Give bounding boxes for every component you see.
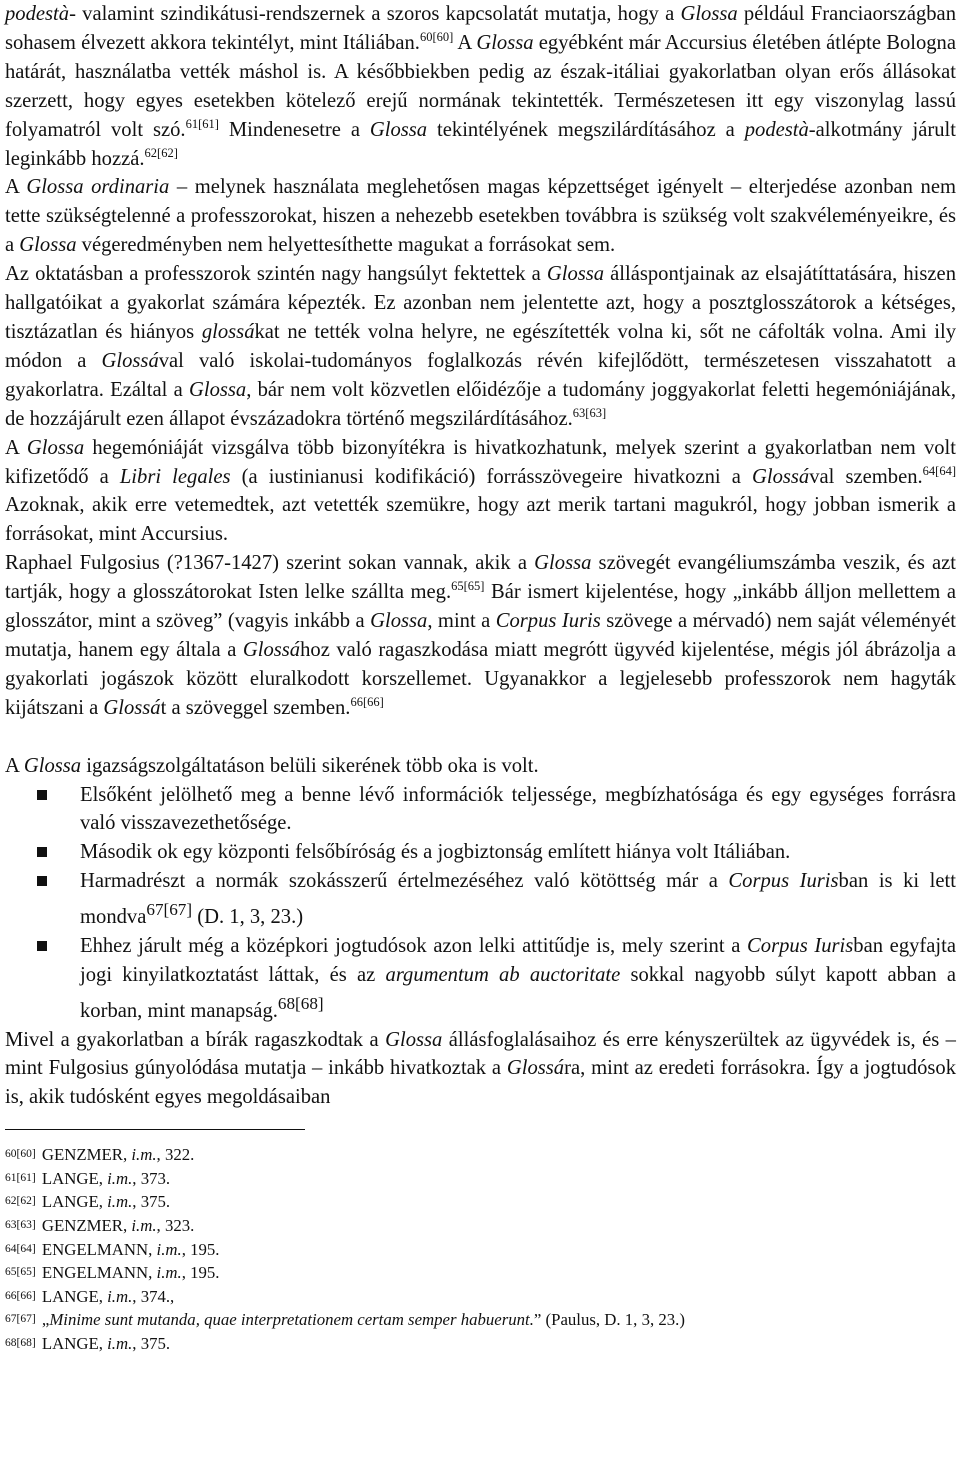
italic-run: i.m.	[131, 1145, 157, 1165]
text-run: , 375.	[132, 1334, 171, 1353]
text-run: A	[453, 31, 477, 54]
text-run: Bár ismert kijelentése, hogy „inkább álljon mellettem a glosszátor, mint a szöveg” (vagyis inkább a	[5, 581, 956, 633]
text-run: , 374.,	[132, 1286, 175, 1306]
text-run: például Franciaországban sohasem élvezett akkora tekintélyt, mint Itáliában.	[5, 3, 956, 54]
text-run: (D. 1, 3, 23.)	[192, 906, 304, 929]
paragraph-1	[5, 0, 956, 173]
text-run: , 323.	[156, 1216, 195, 1236]
footnote-67	[5, 1308, 956, 1332]
paragraph-2	[5, 173, 956, 260]
text-run: sokkal nagyobb súlyt kapott abban a korban, mint manapság.	[80, 963, 956, 1022]
text-run: val szemben.	[809, 465, 923, 488]
footnote-marker: 61[61]	[5, 1171, 36, 1184]
closing-paragraph	[5, 1026, 956, 1113]
italic-run: Glossa	[369, 118, 428, 141]
text-run: LANGE,	[37, 1334, 108, 1353]
text-run: , 373.	[132, 1168, 171, 1188]
text-run: hegemóniáját vizsgálva több bizonyítékra is hivatkozhatunk, melyek szerint a gyakorlatban nem volt kifizetődő a	[5, 436, 957, 488]
list-item-text	[80, 784, 956, 835]
text-run: LANGE,	[37, 1168, 108, 1188]
text-run: -alkotmány járult leginkább hozzá.	[5, 118, 956, 170]
text-run: GENZMER,	[37, 1216, 132, 1236]
footnote-65	[5, 1261, 956, 1285]
italic-run: i.m.	[156, 1263, 182, 1283]
text-run: „	[37, 1310, 50, 1330]
footnote-ref: 68[68]	[277, 993, 324, 1013]
footnote-marker: 60[60]	[5, 1148, 36, 1161]
list-intro	[5, 752, 956, 781]
italic-run: Glossa	[546, 263, 605, 286]
text-run: – melynek használata meglehetősen magas képzettséget igényelt – elterjedése azonban nem tette szükségtelenné a professzorokat, hiszen a nehezebb esetekben továbbra is szükség volt szakvéleményeikre, és a	[5, 176, 957, 257]
italic-run: Glossá	[751, 465, 810, 488]
text-run: , 375.	[132, 1192, 171, 1212]
list-item	[5, 932, 956, 1026]
footnote-ref: 60[60]	[419, 29, 454, 44]
list-item	[5, 838, 956, 867]
text-run: Mivel a gyakorlatban a bírák ragaszkodtak a	[5, 1028, 386, 1051]
text-run: Azoknak, akik erre vetemedtek, azt vetették szemükre, hogy azt merik tartani magukról, hogy jobban ismerik a forrásokat, mint Accursius.	[5, 494, 956, 546]
paragraph-3	[5, 260, 956, 433]
footnote-marker: 66[66]	[5, 1289, 36, 1302]
text-run: ENGELMANN,	[37, 1263, 157, 1283]
footnote-63	[5, 1214, 956, 1238]
reasons-list	[5, 781, 956, 1026]
footnote-ref: 65[65]	[451, 579, 485, 594]
text-run: ENGELMANN,	[37, 1239, 157, 1259]
italic-run: Glossa	[19, 234, 77, 257]
italic-run: Glossá	[101, 349, 159, 372]
text-run: Második ok egy központi felsőbíróság és a jogbiztonság említett hiánya volt Itáliában.	[80, 841, 791, 864]
italic-run: Libri legales	[119, 465, 231, 488]
italic-run: Glossá	[506, 1057, 565, 1080]
text-run: , 195.	[181, 1239, 220, 1259]
text-run: val való iskolai-tudományos foglalkozás révén kifejlődött, természetesen visszahatott a gyakorlatra. Ezáltal a	[5, 349, 956, 401]
italic-run: Glossa	[476, 31, 534, 54]
italic-run: podestà	[744, 118, 809, 141]
italic-run: Glossa	[23, 754, 82, 777]
footnote-68	[5, 1332, 956, 1356]
square-bullet-icon	[37, 790, 47, 800]
italic-run: Glossa	[370, 610, 428, 633]
footnote-ref: 67[67]	[146, 900, 193, 920]
text-run: A	[5, 754, 24, 777]
text-run: kat ne tették volna helyre, ne egészítették volna ki, sőt ne cáfolták volna. Ami ily módon a	[5, 320, 956, 372]
text-run: A	[5, 176, 27, 199]
text-run: Elsőként jelölhető meg a benne lévő információk teljessége, megbízhatósága és egy egységes forrásra való visszavezethetősége.	[80, 783, 956, 835]
footnote-marker: 67[67]	[5, 1313, 36, 1326]
italic-run: Corpus Iuris	[495, 610, 601, 633]
footnote-66	[5, 1285, 956, 1309]
text-run: t a szöveggel szemben.	[160, 696, 351, 719]
footnote-separator	[5, 1129, 305, 1130]
text-run: Az oktatásban a professzorok szintén nagy hangsúlyt fektettek a	[5, 263, 547, 286]
italic-run: argumentum ab auctoritate	[385, 963, 621, 986]
footnote-60	[5, 1143, 956, 1167]
square-bullet-icon	[37, 941, 47, 951]
italic-run: i.m.	[107, 1286, 133, 1306]
text-run: Raphael Fulgosius (?1367-1427) szerint sokan vannak, akik a	[5, 552, 535, 575]
text-run: - valamint szindikátusi-rendszernek a szoros kapcsolatát mutatja, hogy a	[69, 3, 681, 25]
footnote-marker: 63[63]	[5, 1219, 36, 1232]
italic-run: i.m.	[107, 1192, 133, 1212]
text-run: tekintélyének megszilárdításához a	[427, 118, 745, 141]
italic-run: Glossa	[188, 378, 247, 401]
list-item-text	[80, 935, 956, 1022]
italic-run: i.m.	[156, 1239, 182, 1259]
text-run: , mint a	[427, 610, 496, 633]
text-run: GENZMER,	[37, 1145, 132, 1165]
text-run: , bár nem volt közvetlen előidézője a tudomány joggyakorlat feletti hegemóniájának, de hozzájárult ezen állapot évszázadokra történő megszilárdításához.	[5, 378, 956, 430]
text-run: egyébként már Accursius életében átlépte Bologna határát, használatba vették máshol is. A későbbiekben pedig az észak-itáliai gyakorlatban olyan erős állásokat szerzett, hogy egyes esetekben kötelező erejű normának tekintették. Természetesen itt egy viszonylag lassú folyamatról volt szó.	[5, 31, 956, 141]
text-run: igazságszolgáltatáson belüli sikerének több oka is volt.	[81, 754, 539, 777]
footnote-marker: 68[68]	[5, 1337, 36, 1349]
italic-run: Glossa	[680, 3, 738, 25]
italic-run: Glossá	[242, 638, 301, 661]
footnote-64	[5, 1238, 956, 1262]
footnote-marker: 64[64]	[5, 1242, 36, 1255]
text-run: álláspontjainak az elsajátíttatására, hiszen hallgatóikat a gyakorlat számára képezték. Ez azonban nem jelentette azt, hogy a posztglosszátorok a kétséges, tisztázatlan és hiányos	[5, 263, 956, 343]
footnotes	[5, 1143, 956, 1355]
text-run: szövegét evangéliumszámba veszik, és azt tartják, hogy a glosszátorokat Isten lelke szállta meg.	[5, 552, 957, 604]
italic-run: Corpus Iuris	[728, 870, 839, 893]
italic-run: i.m.	[131, 1216, 157, 1236]
text-run: Mindenesetre a	[218, 118, 370, 141]
italic-run: Glossa	[385, 1028, 443, 1051]
square-bullet-icon	[37, 847, 47, 857]
italic-run: Corpus Iuris	[747, 934, 854, 957]
italic-run: i.m.	[107, 1334, 133, 1353]
text-run: A	[5, 436, 27, 459]
text-run: LANGE,	[37, 1192, 108, 1212]
italic-run: i.m.	[107, 1168, 133, 1188]
footnote-ref: 64[64]	[922, 463, 956, 478]
footnote-ref: 61[61]	[185, 116, 219, 131]
italic-run: Glossá	[103, 696, 161, 719]
italic-run: Glossa ordinaria	[26, 176, 170, 199]
list-item	[5, 781, 956, 839]
footnote-62	[5, 1190, 956, 1214]
footnote-ref: 62[62]	[144, 145, 178, 160]
text-run: ra, mint az eredeti forrásokra. Így a jogtudósok is, akik tudósként egyes megoldásaiban	[5, 1057, 956, 1109]
italic-run: glossá	[201, 320, 255, 343]
paragraph-4	[5, 434, 956, 550]
footnote-61	[5, 1167, 956, 1191]
text-run: állásfoglalásaihoz és erre kényszerültek az ügyvédek is, és – mint Fulgosius gúnyolódása mutatja – inkább hivatkoztak a	[5, 1028, 956, 1080]
text-run: ” (Paulus, D. 1, 3, 23.)	[533, 1310, 685, 1330]
italic-run: Minime sunt mutanda, quae interpretationem certam semper habuerunt.	[49, 1310, 534, 1330]
paragraph-5	[5, 549, 956, 722]
text-run: , 195.	[181, 1263, 220, 1283]
text-run: Ehhez járult még a középkori jogtudósok azon lelki attitűdje is, mely szerint a	[80, 934, 748, 957]
italic-run: podestà	[5, 3, 70, 25]
footnote-marker: 65[65]	[5, 1266, 36, 1279]
document-page	[5, 0, 956, 1356]
list-item-text	[80, 870, 956, 928]
italic-run: Glossa	[26, 436, 85, 459]
text-run: ban egyfajta jogi kinyilatkoztatást láttak, és az	[80, 934, 956, 986]
text-run: hoz való ragaszkodása miatt megrótt ügyvéd kijelentése, mégis jól ábrázolja a gyakorlati jogászok között eluralkodott korszellemet. Ugyanakkor a legjelesebb professzorok nem hagyták kijátszani a	[5, 638, 956, 719]
text-run: , 322.	[156, 1145, 195, 1165]
square-bullet-icon	[37, 876, 47, 886]
text-run: (a iustinianusi kodifikáció) forrásszövegeire hivatkozni a	[230, 465, 752, 488]
list-item-text	[80, 841, 790, 863]
text-run: szövege a mérvadó) nem saját véleményét mutatja, hanem egy általa a	[5, 610, 957, 661]
footnote-ref: 63[63]	[572, 405, 607, 420]
text-run: Harmadrészt a normák szokásszerű értelmezéséhez való kötöttség már a	[80, 870, 729, 893]
text-run: LANGE,	[37, 1286, 108, 1306]
footnote-ref: 66[66]	[350, 694, 384, 709]
paragraph-gap	[5, 723, 956, 752]
italic-run: Glossa	[534, 552, 592, 575]
text-run: végeredményben nem helyettesíthette magukat a forrásokat sem.	[76, 234, 616, 257]
text-run: ban is ki lett mondva	[80, 870, 956, 929]
footnote-marker: 62[62]	[5, 1195, 36, 1208]
list-item	[5, 867, 956, 932]
